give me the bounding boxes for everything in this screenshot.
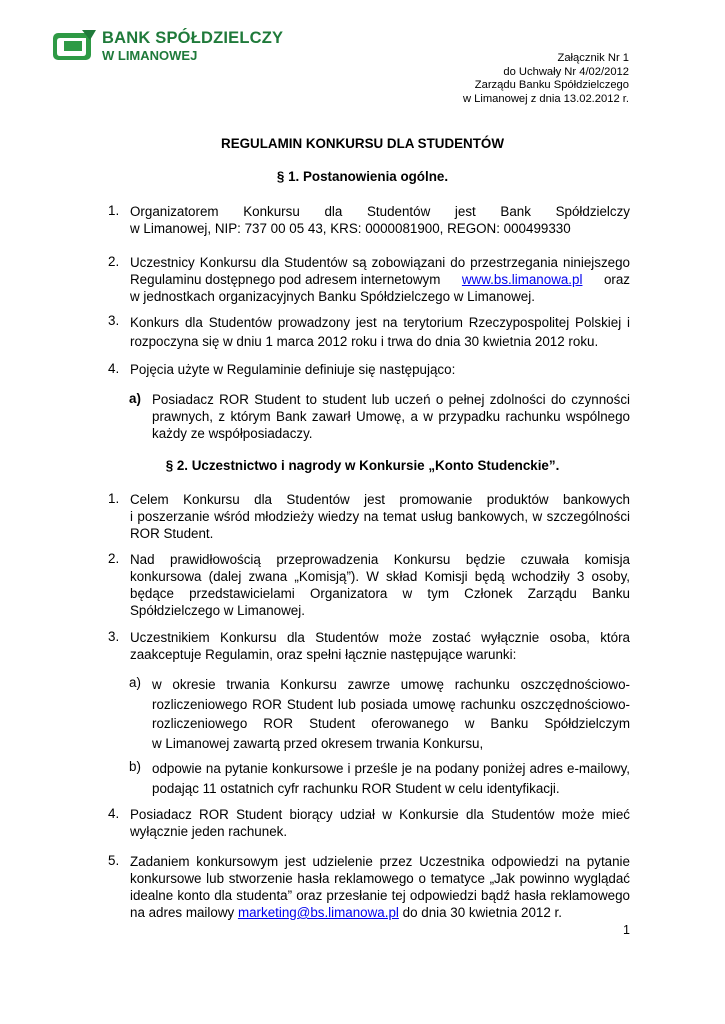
paragraph [130, 551, 630, 619]
text-line: prawnych, z którym Bank zawarł Umowę, a w przypadku rachunku wspólnego [152, 409, 630, 424]
attachment-line: Załącznik Nr 1 [557, 52, 629, 64]
text-line [130, 904, 630, 921]
text-line: konkursowa (dalej zwana „Komisją”). W skład Komisji będą wchodziły 3 osoby, [130, 569, 630, 584]
text-line [130, 271, 630, 288]
item-number: 4. [108, 806, 120, 821]
paragraph [130, 203, 630, 237]
item-number: 3. [108, 629, 120, 644]
text-line: rozliczeniowego ROR Student oferowanego w Banku Spółdzielczym [152, 716, 630, 731]
paragraph [152, 675, 630, 753]
item-number: 2. [108, 254, 120, 269]
text-line: rozpoczyna się w dniu 1 marca 2012 roku i trwa do dnia 30 kwietnia 2012 roku. [130, 334, 599, 349]
text-line: Pojęcia użyte w Regulaminie definiuje się następująco: [130, 362, 456, 377]
section-1-heading: § 1. Postanowienia ogólne. [276, 169, 449, 184]
text-line: Celem Konkursu dla Studentów jest promowanie produktów bankowych [130, 492, 630, 507]
attachment-line: w Limanowej z dnia 13.02.2012 r. [462, 92, 629, 105]
text-line: Nad prawidłowością przeprowadzenia Konkursu będzie czuwała komisja [130, 552, 630, 567]
paragraph [130, 806, 630, 840]
paragraph [130, 853, 630, 921]
text-segment: Regulaminu dostępnego pod adresem internetowym [130, 272, 441, 287]
text-line: i poszerzanie wśród młodzieży wiedzy na temat usług bankowych, w szczególności [130, 509, 630, 524]
attachment-line: Zarządu Banku Spółdzielczego [474, 79, 629, 91]
text-line: w Limanowej, NIP: 737 00 05 43, KRS: 0000081900, REGON: 000499330 [130, 221, 571, 236]
item-letter: b) [129, 759, 141, 774]
text-line: Posiadacz ROR Student biorący udział w Konkursie dla Studentów może mieć [130, 807, 630, 822]
document-title: REGULAMIN KONKURSU DLA STUDENTÓW [221, 136, 504, 151]
text-line: Uczestnikiem Konkursu dla Studentów może zostać wyłącznie osoba, która [130, 630, 630, 645]
logo-line1: BANK SPÓŁDZIELCZY [102, 29, 284, 47]
bank-logo-icon [52, 30, 98, 64]
text-line: każdy ze współposiadaczy. [152, 426, 313, 441]
email-link[interactable]: marketing@bs.limanowa.pl [237, 905, 399, 920]
paragraph [130, 254, 630, 305]
text-line: rozliczeniowego ROR Student lub posiada umowę rachunku oszczędnościowo- [152, 696, 630, 712]
attachment-line: do Uchwały Nr 4/02/2012 [503, 65, 629, 78]
text-line: ROR Student. [130, 526, 214, 541]
item-number: 2. [108, 551, 120, 566]
item-number: 4. [108, 361, 120, 376]
page-number: 1 [623, 923, 630, 937]
attachment-note [463, 52, 629, 106]
paragraph [152, 759, 630, 798]
text-line: będące przedstawicielami Organizatora w tym Członek Zarządu Banku [130, 586, 630, 601]
text-segment: na adres mailowy [130, 905, 235, 920]
text-line: Spółdzielczego w Limanowej. [130, 603, 305, 618]
text-line: idealne konto dla studenta” oraz przesłanie tej odpowiedzi bądź hasła reklamowego [130, 888, 630, 903]
text-line: w jednostkach organizacyjnych Banku Spółdzielczego w Limanowej. [130, 289, 535, 304]
text-line: Posiadacz ROR Student to student lub uczeń o pełnej zdolności do czynności [152, 392, 630, 407]
text-line: Zadaniem konkursowym jest udzielenie przez Uczestnika odpowiedzi na pytanie [130, 854, 630, 869]
item-number: 5. [108, 853, 120, 868]
paragraph [130, 629, 630, 663]
text-line: odpowie na pytanie konkursowe i prześle je na podany poniżej adres e-mailowy, [152, 761, 630, 776]
item-letter: a) [129, 675, 141, 690]
text-line: wyłącznie jeden rachunek. [130, 824, 288, 839]
section-2-heading: § 2. Uczestnictwo i nagrody w Konkursie „Konto Studenckie”. [165, 458, 560, 473]
paragraph [130, 313, 630, 351]
text-line: Organizatorem Konkursu dla Studentów jest Bank Spółdzielczy [130, 204, 630, 219]
logo-line2: W LIMANOWEJ [102, 48, 198, 63]
item-number: 3. [108, 313, 120, 328]
text-segment: do dnia 30 kwietnia 2012 r. [402, 905, 562, 920]
text-line: zaakceptuje Regulamin, oraz spełni łącznie następujące warunki: [130, 647, 517, 662]
text-line: konkursowe lub stworzenie hasła reklamowego o tematyce „Jak powinno wyglądać [130, 871, 630, 886]
item-letter: a) [129, 391, 141, 406]
paragraph [130, 361, 630, 378]
paragraph [152, 391, 630, 442]
item-number: 1. [108, 203, 120, 218]
item-number: 1. [108, 491, 120, 506]
text-line: w okresie trwania Konkursu zawrze umowę rachunku oszczędnościowo- [152, 677, 630, 692]
text-line: podając 11 ostatnich cyfr rachunku ROR Student w celu identyfikacji. [152, 780, 560, 796]
text-line: w Limanowej zawartą przed okresem trwania Konkursu, [152, 735, 484, 751]
bank-logo [52, 28, 284, 68]
text-line: Konkurs dla Studentów prowadzony jest na terytorium Rzeczypospolitej Polskiej i [130, 315, 630, 330]
text-line: Uczestnicy Konkursu dla Studentów są zobowiązani do przestrzegania niniejszego [130, 255, 630, 270]
website-link[interactable]: www.bs.limanowa.pl [461, 272, 583, 287]
paragraph [130, 491, 630, 542]
text-segment: oraz [603, 272, 630, 287]
